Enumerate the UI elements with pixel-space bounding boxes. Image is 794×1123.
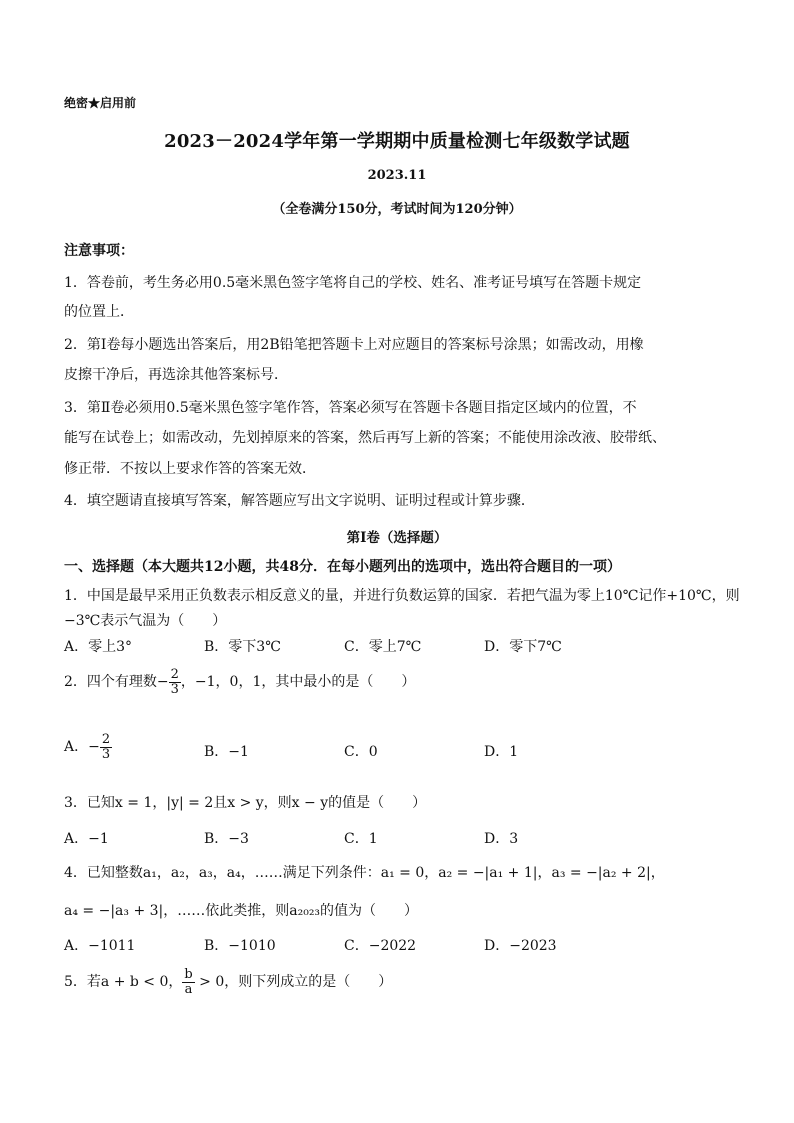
question-2-suffix: ，−1，0，1，其中最小的是（ ）: [180, 674, 416, 691]
section-heading: 一、选择题（本大题共12小题，共48分．在每小题列出的选项中，选出符合题目的一项）: [64, 559, 621, 575]
question-4-option-b: B．−1010: [204, 938, 276, 954]
part-one-title: 第Ⅰ卷（选择题）: [346, 530, 448, 546]
fraction-denominator: 3: [101, 746, 111, 762]
question-2-option-b: B．−1: [204, 744, 249, 760]
notice-line: 皮擦干净后，再选涂其他答案标号．: [64, 367, 288, 383]
notice-line: 的位置上．: [64, 304, 134, 320]
question-5-suffix: > 0，则下列成立的是（ ）: [194, 974, 393, 991]
question-3-option-d: D．3: [484, 831, 519, 847]
fraction: [182, 968, 194, 996]
notice-line: 能写在试卷上；如需改动，先划掉原来的答案，然后再写上新的答案；不能使用涂改液、胶带纸、: [64, 430, 666, 446]
question-3-option-a: A．−1: [64, 831, 109, 847]
question-2-text: [64, 668, 415, 696]
question-1-option-d: D．零下7℃: [484, 639, 562, 655]
question-3-option-b: B．−3: [204, 831, 249, 847]
fraction-numerator: b: [184, 967, 193, 982]
confidential-label: 绝密★启用前: [64, 96, 137, 110]
question-3-part-3: |y| = 2且x > y，则x − y的值是（ ）: [166, 795, 427, 811]
exam-date: 2023.11: [367, 168, 427, 183]
fraction-denominator: a: [184, 981, 193, 997]
fraction: [169, 668, 181, 696]
question-1-text: 1．中国是最早采用正负数表示相反意义的量，并进行负数运算的国家．若把气温为零上10℃记作+10℃，则: [64, 588, 740, 604]
notice-heading: 注意事项：: [64, 243, 134, 259]
question-1-option-c: C．零上7℃: [344, 639, 422, 655]
question-4-option-c: C．−2022: [344, 938, 417, 954]
question-4-option-d: D．−2023: [484, 938, 557, 954]
question-3-text: [64, 792, 426, 812]
question-1-text-cont: −3℃表示气温为（ ）: [64, 613, 227, 629]
question-3-part-1: 3．已知: [64, 795, 115, 811]
question-5-text: [64, 968, 392, 996]
option-a-prefix: A．−: [64, 739, 100, 756]
question-2-prefix: 2．四个有理数−: [64, 674, 169, 691]
question-4-text-cont: a₄ = −|a₃ + 3|，……依此类推，则a₂₀₂₃的值为（ ）: [64, 903, 419, 919]
fraction-numerator: 2: [101, 732, 111, 747]
notice-line: 4．填空题请直接填写答案，解答题应写出文字说明、证明过程或计算步骤．: [64, 493, 535, 509]
question-5-prefix: 5．若a + b < 0，: [64, 974, 183, 991]
notice-line: 2．第Ⅰ卷每小题选出答案后，用2B铅笔把答题卡上对应题目的答案标号涂黑；如需改动，用橡: [64, 337, 644, 353]
question-2-option-a: [64, 733, 112, 761]
question-2-option-c: C．0: [344, 744, 378, 760]
exam-score-time: （全卷满分150分，考试时间为120分钟）: [272, 202, 522, 217]
notice-line: 1．答卷前，考生务必用0.5毫米黑色签字笔将自己的学校、姓名、准考证号填写在答题卡规定: [64, 275, 642, 291]
exam-title: 2023－2024学年第一学期期中质量检测七年级数学试题: [164, 131, 630, 152]
question-4-option-a: A．−1011: [64, 938, 136, 954]
fraction: [100, 733, 112, 761]
question-3-part-2: x = 1，: [114, 795, 167, 811]
question-2-option-d: D．1: [484, 744, 519, 760]
fraction-numerator: 2: [170, 667, 179, 682]
notice-line: 修正带．不按以上要求作答的答案无效．: [64, 461, 316, 477]
notice-line: 3．第Ⅱ卷必须用0.5毫米黑色签字笔作答，答案必须写在答题卡各题目指定区域内的位置，不: [64, 400, 637, 416]
question-4-text: 4．已知整数a₁，a₂，a₃，a₄，……满足下列条件：a₁ = 0，a₂ = −|a₁ + 1|，a₃ = −|a₂ + 2|，: [64, 865, 665, 881]
fraction-denominator: 3: [170, 681, 179, 697]
question-1-option-a: A．零上3°: [64, 639, 133, 655]
question-3-option-c: C．1: [344, 831, 378, 847]
question-1-option-b: B．零下3℃: [204, 639, 281, 655]
